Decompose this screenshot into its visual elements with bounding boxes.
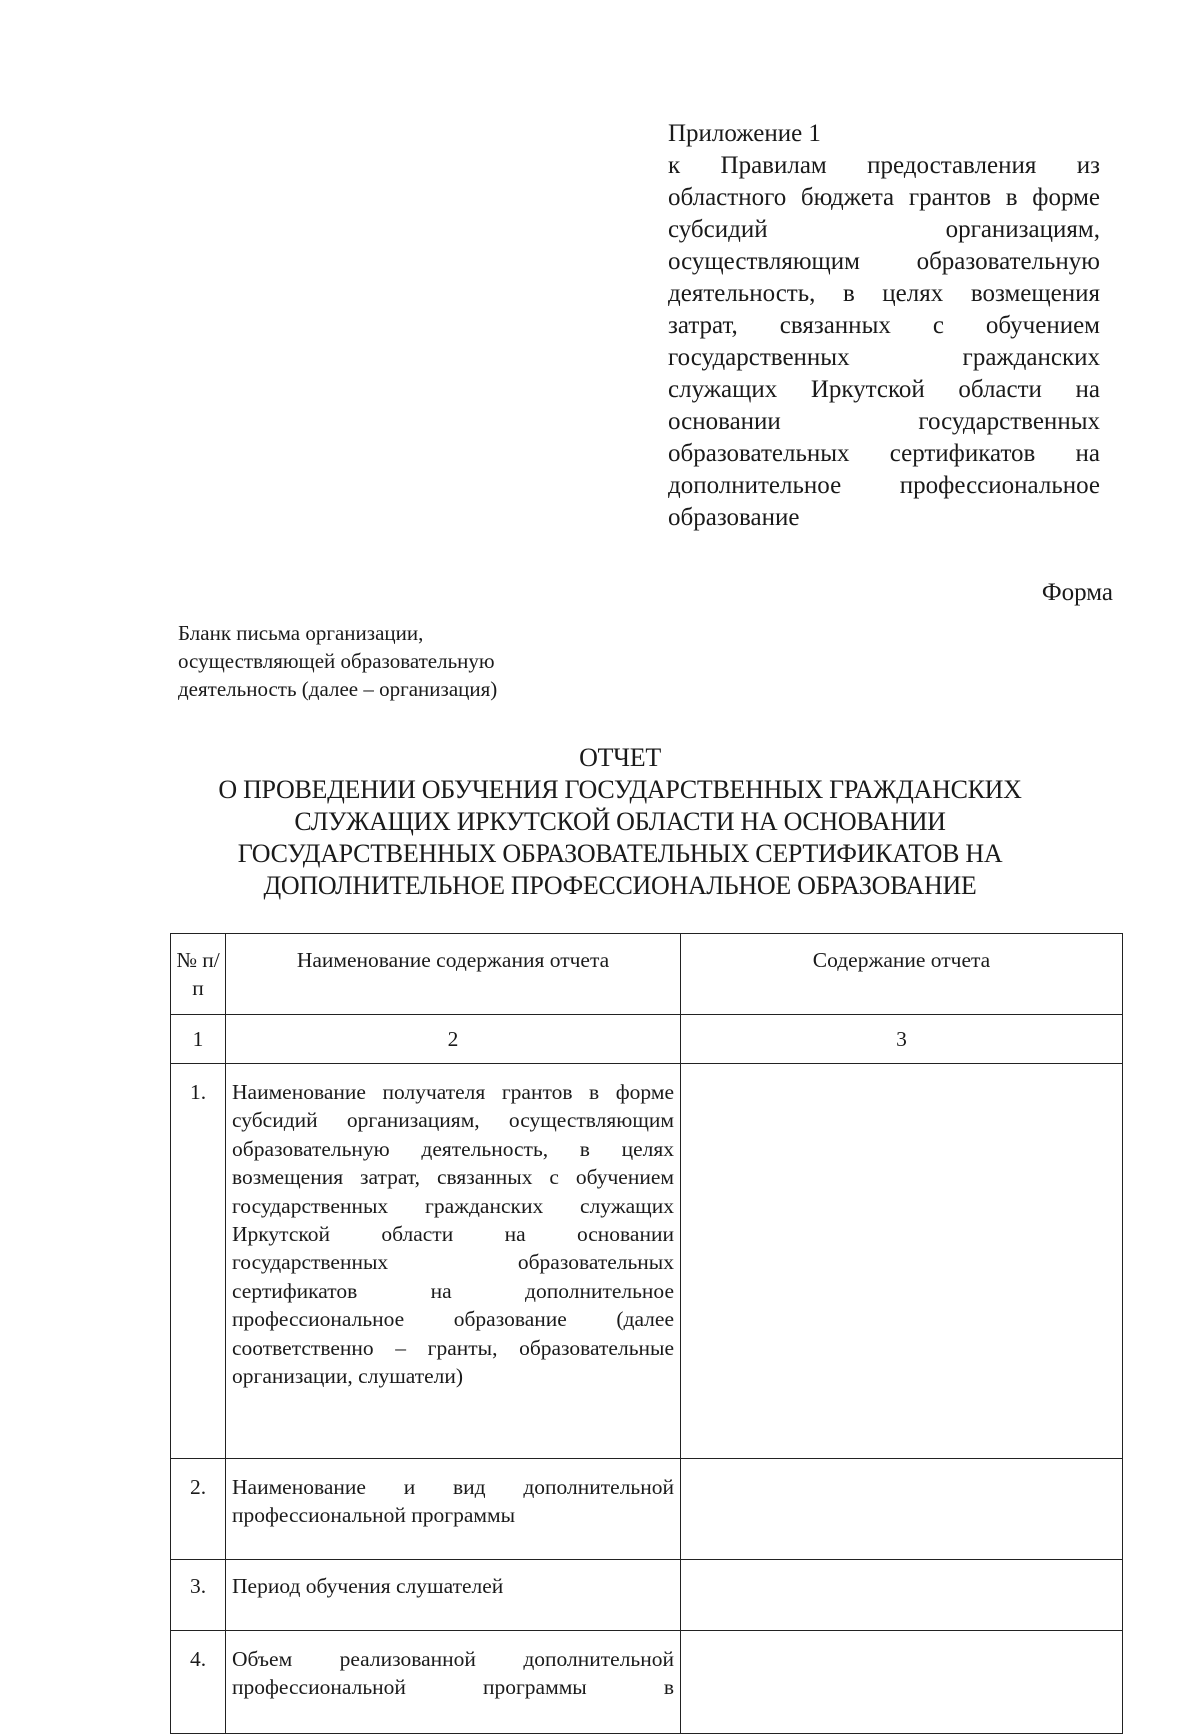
header-num: № п/п <box>171 934 226 1015</box>
form-label: Форма <box>1041 579 1113 606</box>
column-index: 1 <box>171 1015 226 1064</box>
letterhead-line: Бланк письма организации, <box>178 621 424 645</box>
header-name: Наименование содержания отчета <box>226 934 681 1015</box>
report-title-line: СЛУЖАЩИХ ИРКУТСКОЙ ОБЛАСТИ НА ОСНОВАНИИ <box>294 807 946 836</box>
report-table <box>170 933 1123 1734</box>
row-name: Объем реализованной дополнительной профессиональной программы в <box>226 1631 681 1734</box>
table-row <box>171 1560 1123 1631</box>
header-content: Содержание отчета <box>681 934 1123 1015</box>
row-number: 1. <box>171 1064 226 1459</box>
column-index: 3 <box>681 1015 1123 1064</box>
table-row <box>171 1631 1123 1734</box>
appendix-title: Приложение 1 <box>668 120 821 147</box>
appendix-block <box>668 118 1100 534</box>
column-index-row <box>171 1015 1123 1064</box>
table-row <box>171 1459 1123 1560</box>
letterhead-note <box>178 619 578 703</box>
table-header-row <box>171 934 1123 1015</box>
row-content <box>681 1459 1123 1560</box>
letterhead-line: осуществляющей образовательную <box>178 649 495 673</box>
row-number: 4. <box>171 1631 226 1734</box>
row-name: Период обучения слушателей <box>226 1560 681 1631</box>
row-content <box>681 1064 1123 1459</box>
report-title-line: ГОСУДАРСТВЕННЫХ ОБРАЗОВАТЕЛЬНЫХ СЕРТИФИКАТОВ НА <box>237 839 1003 868</box>
report-title-line: О ПРОВЕДЕНИИ ОБУЧЕНИЯ ГОСУДАРСТВЕННЫХ ГРАЖДАНСКИХ <box>218 775 1022 804</box>
column-index: 2 <box>226 1015 681 1064</box>
report-title <box>150 742 1090 902</box>
row-content <box>681 1560 1123 1631</box>
report-title-line: ОТЧЕТ <box>579 743 661 772</box>
report-title-line: ДОПОЛНИТЕЛЬНОЕ ПРОФЕССИОНАЛЬНОЕ ОБРАЗОВАНИЕ <box>263 871 977 900</box>
row-name: Наименование получателя грантов в форме субсидий организациям, осуществляющим образовательную деятельность, в целях возмещения затрат, связанных с обучением государственных гражданских служащих Иркутской области на основании государственных образовательных сертификатов на дополнительное профессиональное образование (далее соответственно – гранты, образовательные организации, слушатели) <box>226 1064 681 1459</box>
row-number: 2. <box>171 1459 226 1560</box>
row-content <box>681 1631 1123 1734</box>
letterhead-line: деятельность (далее – организация) <box>178 677 498 701</box>
appendix-text: к Правилам предоставления из областного бюджета грантов в форме субсидий организациям, осуществляющим образовательную деятельность, в целях возмещения затрат, связанных с обучением государственных гражданских служащих Иркутской области на основании государственных образовательных сертификатов на дополнительное профессиональное образование <box>668 152 1100 531</box>
row-number: 3. <box>171 1560 226 1631</box>
table-row <box>171 1064 1123 1459</box>
row-name: Наименование и вид дополнительной профессиональной программы <box>226 1459 681 1560</box>
